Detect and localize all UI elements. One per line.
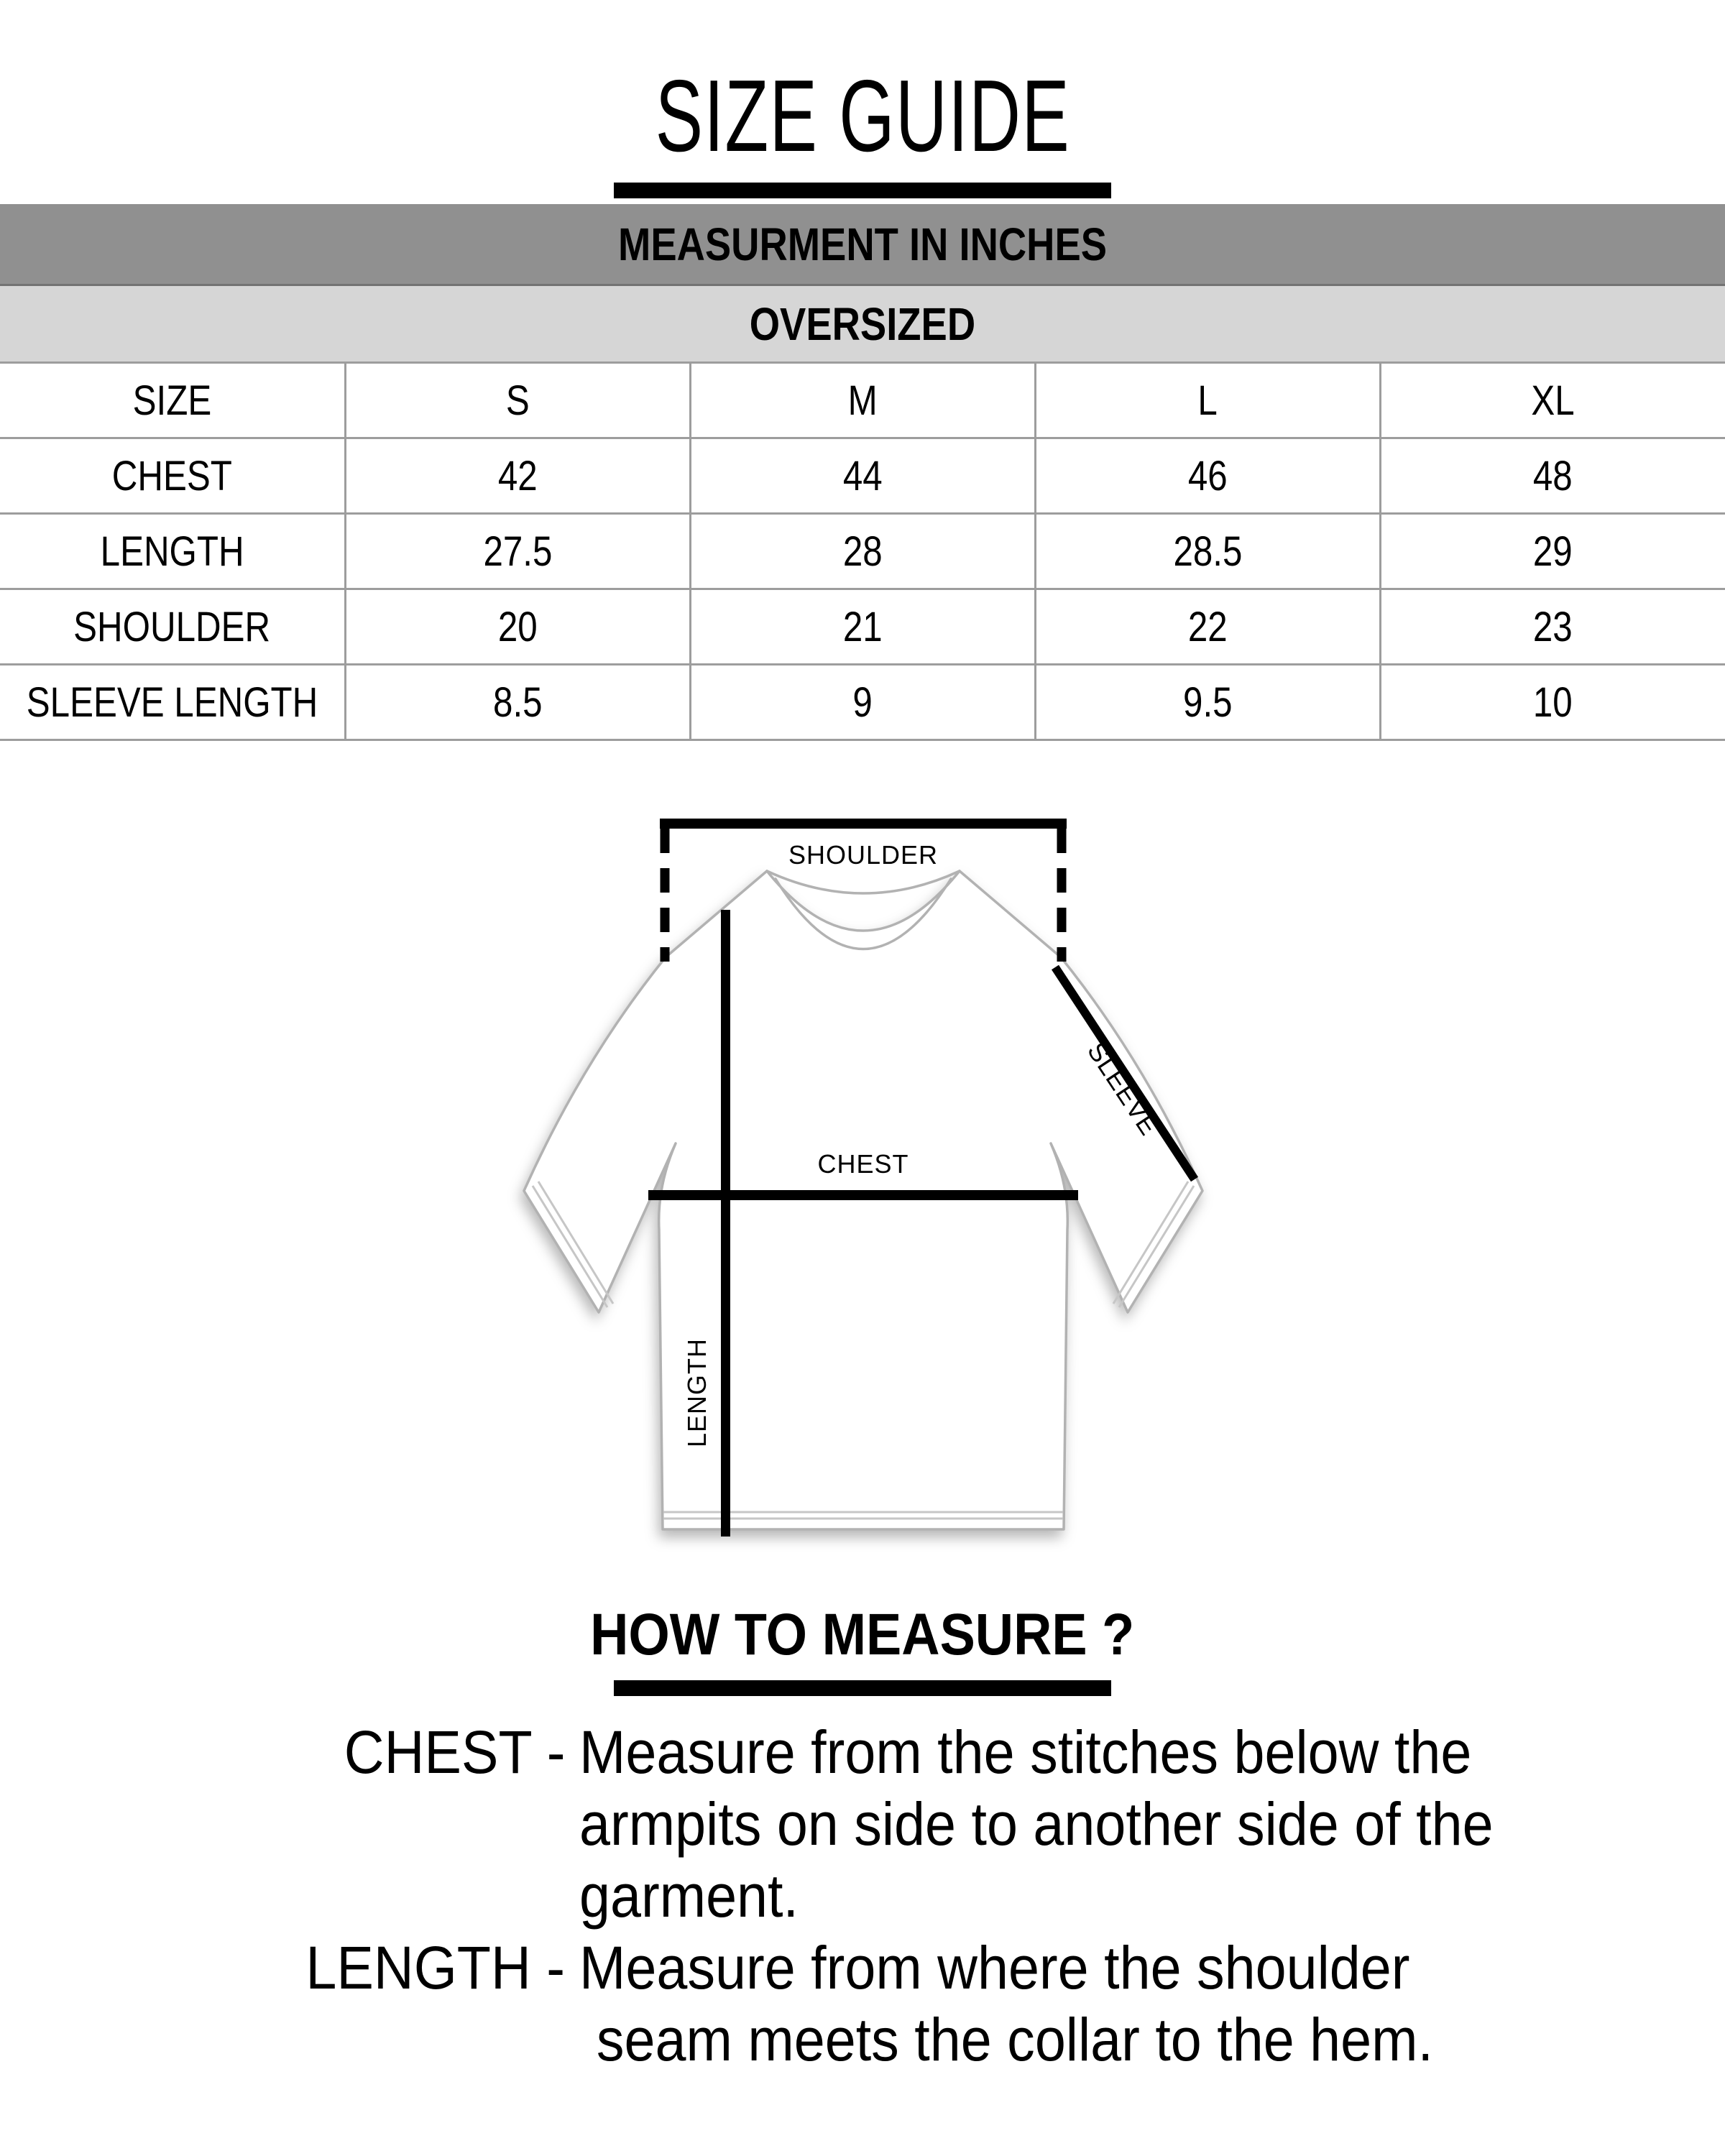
cell-value: 9	[852, 678, 873, 726]
measure-instructions	[0, 1716, 1725, 2076]
header-cell-l	[1035, 363, 1380, 438]
value-cell	[1035, 438, 1380, 514]
instruction-line: Measure from the stitches below the	[579, 1718, 1472, 1786]
header-cell-size	[0, 363, 345, 438]
value-cell	[690, 438, 1035, 514]
sleeve-label: SLEEVE	[1082, 1036, 1164, 1141]
cell-value: 28.5	[1173, 528, 1242, 575]
value-cell	[1035, 514, 1380, 589]
row-label-cell	[0, 589, 345, 665]
value-cell	[1035, 665, 1380, 740]
instruction-entry-length	[0, 1932, 1725, 2076]
value-cell	[345, 589, 690, 665]
value-cell	[345, 514, 690, 589]
value-cell	[1035, 589, 1380, 665]
cell-value: 29	[1533, 528, 1573, 575]
cell-value: 42	[497, 452, 538, 499]
row-label: SHOULDER	[73, 603, 271, 650]
row-label: SLEEVE LENGTH	[26, 678, 318, 726]
page-title-text: SIZE GUIDE	[655, 59, 1070, 173]
row-label: LENGTH	[100, 528, 244, 575]
how-to-measure-heading-text: HOW TO MEASURE ?	[590, 1602, 1135, 1667]
value-cell	[1380, 438, 1725, 514]
instruction-entry-chest	[0, 1716, 1725, 1932]
row-label-cell	[0, 665, 345, 740]
cell-value: 21	[842, 603, 883, 650]
cell-value: 23	[1533, 603, 1573, 650]
instruction-line: armpits on side to another side of the	[579, 1790, 1494, 1858]
row-label-cell	[0, 514, 345, 589]
tshirt-diagram	[453, 809, 1272, 1578]
table-row-sleeve-length	[0, 665, 1725, 740]
row-label: CHEST	[111, 452, 232, 499]
instruction-line: Measure from where the shoulder	[579, 1934, 1410, 2001]
cell-value: 20	[497, 603, 538, 650]
shoulder-label: SHOULDER	[788, 840, 939, 870]
instruction-term-text: LENGTH -	[305, 1934, 565, 2001]
page-title	[0, 0, 1725, 171]
instruction-lines	[569, 1716, 1725, 1932]
chest-measure-line	[648, 1190, 1078, 1200]
banner-measurement-units-text: MEASURMENT IN INCHES	[617, 218, 1108, 270]
banner-measurement-units	[0, 204, 1725, 286]
instruction-term-text: CHEST -	[344, 1718, 565, 1786]
value-cell	[690, 514, 1035, 589]
instruction-term	[0, 1716, 569, 1932]
shoulder-measure-line	[660, 819, 1067, 829]
cell-value: 8.5	[492, 678, 543, 726]
collar-back-arc	[767, 871, 960, 893]
header-s-label: S	[505, 377, 530, 424]
cell-value: 28	[842, 528, 883, 575]
cell-value: 22	[1187, 603, 1228, 650]
table-row-shoulder	[0, 589, 1725, 665]
cell-value: 48	[1533, 452, 1573, 499]
heading-underline	[614, 1680, 1111, 1696]
size-table	[0, 361, 1725, 741]
instruction-lines	[569, 1932, 1725, 2076]
cell-value: 44	[842, 452, 883, 499]
cell-value: 27.5	[483, 528, 552, 575]
header-m-label: M	[847, 377, 878, 424]
header-cell-xl	[1380, 363, 1725, 438]
length-measure-line	[721, 910, 730, 1537]
value-cell	[345, 438, 690, 514]
instruction-line: garment.	[579, 1862, 799, 1930]
cell-value: 10	[1533, 678, 1573, 726]
banner-fit-type	[0, 286, 1725, 361]
table-row-chest	[0, 438, 1725, 514]
header-size-label: SIZE	[132, 377, 212, 424]
header-xl-label: XL	[1531, 377, 1575, 424]
value-cell	[1380, 514, 1725, 589]
instruction-term	[0, 1932, 569, 2076]
banner-fit-type-text: OVERSIZED	[749, 298, 976, 350]
length-label: LENGTH	[682, 1337, 712, 1448]
cell-value: 46	[1187, 452, 1228, 499]
row-label-cell	[0, 438, 345, 514]
value-cell	[690, 665, 1035, 740]
value-cell	[1380, 665, 1725, 740]
cell-value: 9.5	[1182, 678, 1233, 726]
value-cell	[345, 665, 690, 740]
header-cell-m	[690, 363, 1035, 438]
value-cell	[1380, 589, 1725, 665]
header-l-label: L	[1197, 377, 1218, 424]
value-cell	[690, 589, 1035, 665]
header-cell-s	[345, 363, 690, 438]
title-underline	[614, 183, 1111, 198]
instruction-line: seam meets the collar to the hem.	[596, 2006, 1433, 2073]
how-to-measure-heading	[0, 1598, 1725, 1672]
size-table-header-row	[0, 363, 1725, 438]
table-row-length	[0, 514, 1725, 589]
chest-label: CHEST	[817, 1149, 909, 1179]
